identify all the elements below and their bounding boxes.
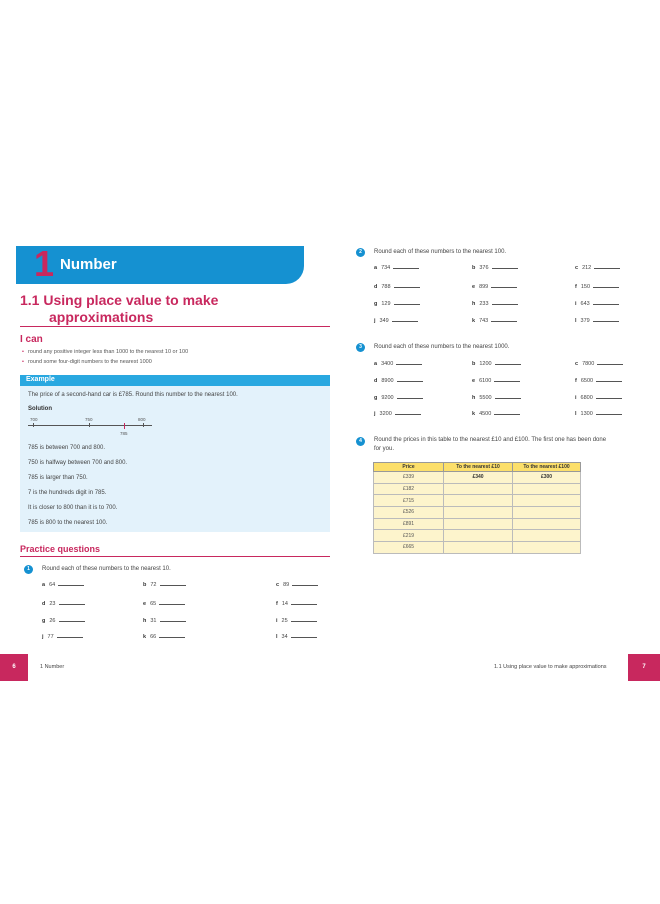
answer-blank[interactable] [597, 364, 623, 365]
item-letter: g [374, 301, 378, 307]
answer-blank[interactable] [492, 304, 518, 305]
answer-blank[interactable] [593, 304, 619, 305]
item-letter: g [42, 618, 46, 624]
table-row [374, 518, 581, 530]
item-value: 376 [479, 265, 489, 271]
section-title-line2: approximations [49, 309, 154, 325]
item-value: 65 [150, 601, 157, 607]
number-line [28, 425, 152, 426]
answer-item [575, 411, 622, 417]
item-value: 643 [580, 301, 590, 307]
answer-item [472, 361, 521, 367]
item-value: 3400 [381, 361, 394, 367]
answer-cell[interactable] [513, 507, 581, 519]
answer-blank[interactable] [594, 268, 620, 269]
practice-rule [20, 556, 330, 557]
answer-blank[interactable] [291, 621, 317, 622]
answer-item [143, 634, 185, 640]
table-body [374, 472, 581, 554]
answer-item [575, 265, 620, 271]
item-letter: d [42, 601, 46, 607]
solution-label: Solution [28, 406, 52, 412]
item-letter: j [42, 634, 44, 640]
item-letter: c [276, 582, 280, 588]
item-letter: j [374, 411, 376, 417]
item-letter: c [575, 265, 579, 271]
price-cell: £182 [374, 483, 444, 495]
item-letter: b [472, 265, 476, 271]
question-number-4: 4 [356, 437, 365, 446]
answer-cell[interactable] [444, 495, 513, 507]
example-label: Example [26, 376, 55, 383]
numberline-tick [33, 423, 34, 427]
item-value: 23 [49, 601, 56, 607]
answer-item [472, 318, 517, 324]
item-value: 349 [379, 318, 389, 324]
item-letter: d [374, 284, 378, 290]
answer-item [472, 301, 518, 307]
question-3-text: Round each of these numbers to the nearest 1000. [374, 344, 510, 350]
answer-item [472, 265, 518, 271]
answer-item [472, 395, 521, 401]
item-value: 1200 [479, 361, 492, 367]
answer-blank[interactable] [160, 585, 186, 586]
item-letter: e [472, 378, 476, 384]
ican-bullet: • round any positive integer less than 1000 to the nearest 10 or 100 [22, 349, 188, 355]
price-cell: £526 [374, 507, 444, 519]
answer-blank[interactable] [491, 287, 517, 288]
practice-title: Practice questions [20, 544, 101, 554]
price-cell: £891 [374, 518, 444, 530]
answer-blank[interactable] [291, 604, 317, 605]
answer-blank[interactable] [491, 321, 517, 322]
answer-item [276, 601, 317, 607]
example-header [20, 375, 330, 386]
item-letter: a [374, 265, 378, 271]
answer-cell[interactable] [444, 518, 513, 530]
answer-item [472, 411, 520, 417]
answer-cell[interactable] [513, 518, 581, 530]
ican-heading: I can [20, 334, 43, 345]
item-letter: f [575, 378, 577, 384]
item-value: 379 [580, 318, 590, 324]
answer-item [575, 301, 619, 307]
answer-blank[interactable] [57, 637, 83, 638]
answer-item [374, 284, 420, 290]
answer-blank[interactable] [596, 398, 622, 399]
item-value: 31 [150, 618, 157, 624]
item-letter: h [143, 618, 147, 624]
item-value: 743 [479, 318, 489, 324]
item-value: 6100 [479, 378, 492, 384]
answer-item [575, 318, 619, 324]
item-value: 7800 [582, 361, 595, 367]
answer-blank[interactable] [59, 604, 85, 605]
answer-blank[interactable] [495, 398, 521, 399]
item-letter: l [575, 411, 577, 417]
chapter-title: Number [60, 256, 117, 273]
answer-blank[interactable] [59, 621, 85, 622]
numberline-label-750: 750 [85, 417, 93, 422]
example-step: 785 is between 700 and 800. [28, 445, 106, 451]
item-letter: i [575, 301, 577, 307]
answer-cell[interactable]: £340 [444, 472, 513, 484]
example-step: 7 is the hundreds digit in 785. [28, 490, 107, 496]
answer-item [374, 301, 420, 307]
numberline-marker [124, 423, 125, 429]
answer-blank[interactable] [291, 637, 317, 638]
item-value: 89 [283, 582, 290, 588]
item-letter: l [575, 318, 577, 324]
answer-blank[interactable] [160, 621, 186, 622]
answer-item [575, 361, 623, 367]
answer-blank[interactable] [593, 321, 619, 322]
answer-cell[interactable] [444, 483, 513, 495]
answer-item [276, 582, 318, 588]
item-letter: j [374, 318, 376, 324]
answer-item [276, 618, 317, 624]
price-cell: £715 [374, 495, 444, 507]
answer-blank[interactable] [494, 414, 520, 415]
answer-blank[interactable] [397, 398, 423, 399]
question-number-1: 1 [24, 565, 33, 574]
answer-blank[interactable] [596, 414, 622, 415]
item-value: 734 [381, 265, 391, 271]
answer-blank[interactable] [397, 381, 423, 382]
example-question: The price of a second-hand car is £785. Round this number to the nearest 100. [28, 392, 238, 398]
item-value: 14 [281, 601, 288, 607]
item-letter: a [42, 582, 46, 588]
numberline-point-label: 785 [120, 431, 128, 436]
item-letter: e [472, 284, 476, 290]
price-table [373, 462, 581, 554]
item-letter: g [374, 395, 378, 401]
answer-blank[interactable] [58, 585, 84, 586]
footer-section: 1.1 Using place value to make approximations [494, 664, 607, 670]
item-letter: k [143, 634, 147, 640]
answer-item [374, 395, 423, 401]
item-letter: i [575, 395, 577, 401]
item-value: 25 [281, 618, 288, 624]
answer-blank[interactable] [495, 364, 521, 365]
item-value: 72 [150, 582, 157, 588]
item-value: 3200 [379, 411, 392, 417]
item-letter: d [374, 378, 378, 384]
item-value: 212 [582, 265, 592, 271]
item-letter: e [143, 601, 147, 607]
item-value: 150 [580, 284, 591, 290]
item-letter: f [575, 284, 577, 290]
page-number-left: 6 [0, 654, 28, 681]
answer-cell[interactable] [444, 542, 513, 554]
answer-item [143, 618, 186, 624]
item-letter: l [276, 634, 278, 640]
answer-blank[interactable] [396, 364, 422, 365]
table-row [374, 472, 581, 484]
item-value: 34 [281, 634, 288, 640]
item-letter: h [472, 395, 476, 401]
numberline-tick [89, 423, 90, 427]
item-value: 1300 [580, 411, 593, 417]
table-header: Price [374, 463, 444, 472]
table-row [374, 495, 581, 507]
question-1-text: Round each of these numbers to the nearest 10. [42, 566, 171, 572]
item-value: 6500 [580, 378, 594, 384]
answer-item [42, 618, 85, 624]
answer-blank[interactable] [494, 381, 520, 382]
price-cell: £665 [374, 542, 444, 554]
chapter-number: 1 [34, 243, 55, 284]
table-header: To the nearest £10 [444, 463, 513, 472]
answer-item [374, 265, 419, 271]
item-value: 6800 [580, 395, 593, 401]
answer-item [42, 634, 83, 640]
table-row [374, 507, 581, 519]
section-rule [20, 326, 330, 327]
answer-cell[interactable]: £300 [513, 472, 581, 484]
answer-item [143, 582, 186, 588]
section-title-line1: 1.1 Using place value to make [20, 292, 219, 308]
item-value: 26 [49, 618, 56, 624]
item-letter: h [472, 301, 476, 307]
answer-blank[interactable] [492, 268, 518, 269]
answer-cell[interactable] [513, 483, 581, 495]
answer-blank[interactable] [392, 321, 418, 322]
price-cell: £219 [374, 530, 444, 542]
answer-cell[interactable] [444, 530, 513, 542]
example-step: 785 is larger than 750. [28, 475, 88, 481]
answer-blank[interactable] [394, 304, 420, 305]
answer-blank[interactable] [394, 287, 420, 288]
item-value: 788 [381, 284, 391, 290]
item-value: 899 [479, 284, 489, 290]
answer-blank[interactable] [159, 637, 185, 638]
answer-item [575, 284, 619, 290]
question-number-3: 3 [356, 343, 365, 352]
answer-cell[interactable] [513, 542, 581, 554]
question-number-2: 2 [356, 248, 365, 257]
answer-item [374, 361, 422, 367]
question-2-text: Round each of these numbers to the nearest 100. [374, 249, 507, 255]
answer-blank[interactable] [596, 381, 622, 382]
example-step: 785 is 800 to the nearest 100. [28, 520, 108, 526]
answer-item [374, 411, 421, 417]
item-letter: i [276, 618, 278, 624]
ican-bullet: • round some four-digit numbers to the nearest 1000 [22, 359, 152, 365]
answer-item [276, 634, 317, 640]
numberline-tick [143, 423, 144, 427]
item-value: 129 [381, 301, 391, 307]
item-letter: b [143, 582, 147, 588]
answer-cell[interactable] [513, 530, 581, 542]
answer-item [143, 601, 185, 607]
answer-item [575, 378, 622, 384]
table-row [374, 542, 581, 554]
answer-item [472, 378, 520, 384]
answer-item [472, 284, 517, 290]
footer-chapter: 1 Number [40, 664, 65, 670]
example-step: It is closer to 800 than it is to 700. [28, 505, 118, 511]
item-letter: b [472, 361, 476, 367]
answer-cell[interactable] [444, 507, 513, 519]
item-value: 9200 [381, 395, 394, 401]
table-header-row [374, 463, 581, 472]
numberline-label-800: 800 [138, 417, 146, 422]
item-letter: k [472, 318, 476, 324]
answer-blank[interactable] [593, 287, 619, 288]
item-letter: k [472, 411, 476, 417]
item-value: 64 [49, 582, 56, 588]
table-header: To the nearest £100 [513, 463, 581, 472]
item-value: 8900 [381, 378, 394, 384]
page-number-right: 7 [628, 654, 660, 681]
item-letter: a [374, 361, 378, 367]
price-cell: £339 [374, 472, 444, 484]
answer-cell[interactable] [513, 495, 581, 507]
table-row [374, 530, 581, 542]
item-letter: f [276, 601, 278, 607]
answer-item [374, 318, 418, 324]
question-4-text-line2: for you. [374, 446, 395, 452]
table-row [374, 483, 581, 495]
answer-blank[interactable] [292, 585, 318, 586]
item-value: 66 [150, 634, 157, 640]
answer-blank[interactable] [393, 268, 419, 269]
numberline-label-700: 700 [30, 417, 38, 422]
item-value: 233 [479, 301, 489, 307]
item-value: 4500 [479, 411, 492, 417]
answer-item [42, 582, 84, 588]
answer-blank[interactable] [159, 604, 185, 605]
item-value: 5500 [479, 395, 492, 401]
answer-blank[interactable] [395, 414, 421, 415]
answer-item [374, 378, 423, 384]
section-title [20, 292, 218, 326]
item-value: 77 [47, 634, 54, 640]
example-step: 750 is halfway between 700 and 800. [28, 460, 128, 466]
question-4-text-line1: Round the prices in this table to the nearest £10 and £100. The first one has been done [374, 437, 607, 443]
answer-item [575, 395, 622, 401]
answer-item [42, 601, 85, 607]
item-letter: c [575, 361, 579, 367]
